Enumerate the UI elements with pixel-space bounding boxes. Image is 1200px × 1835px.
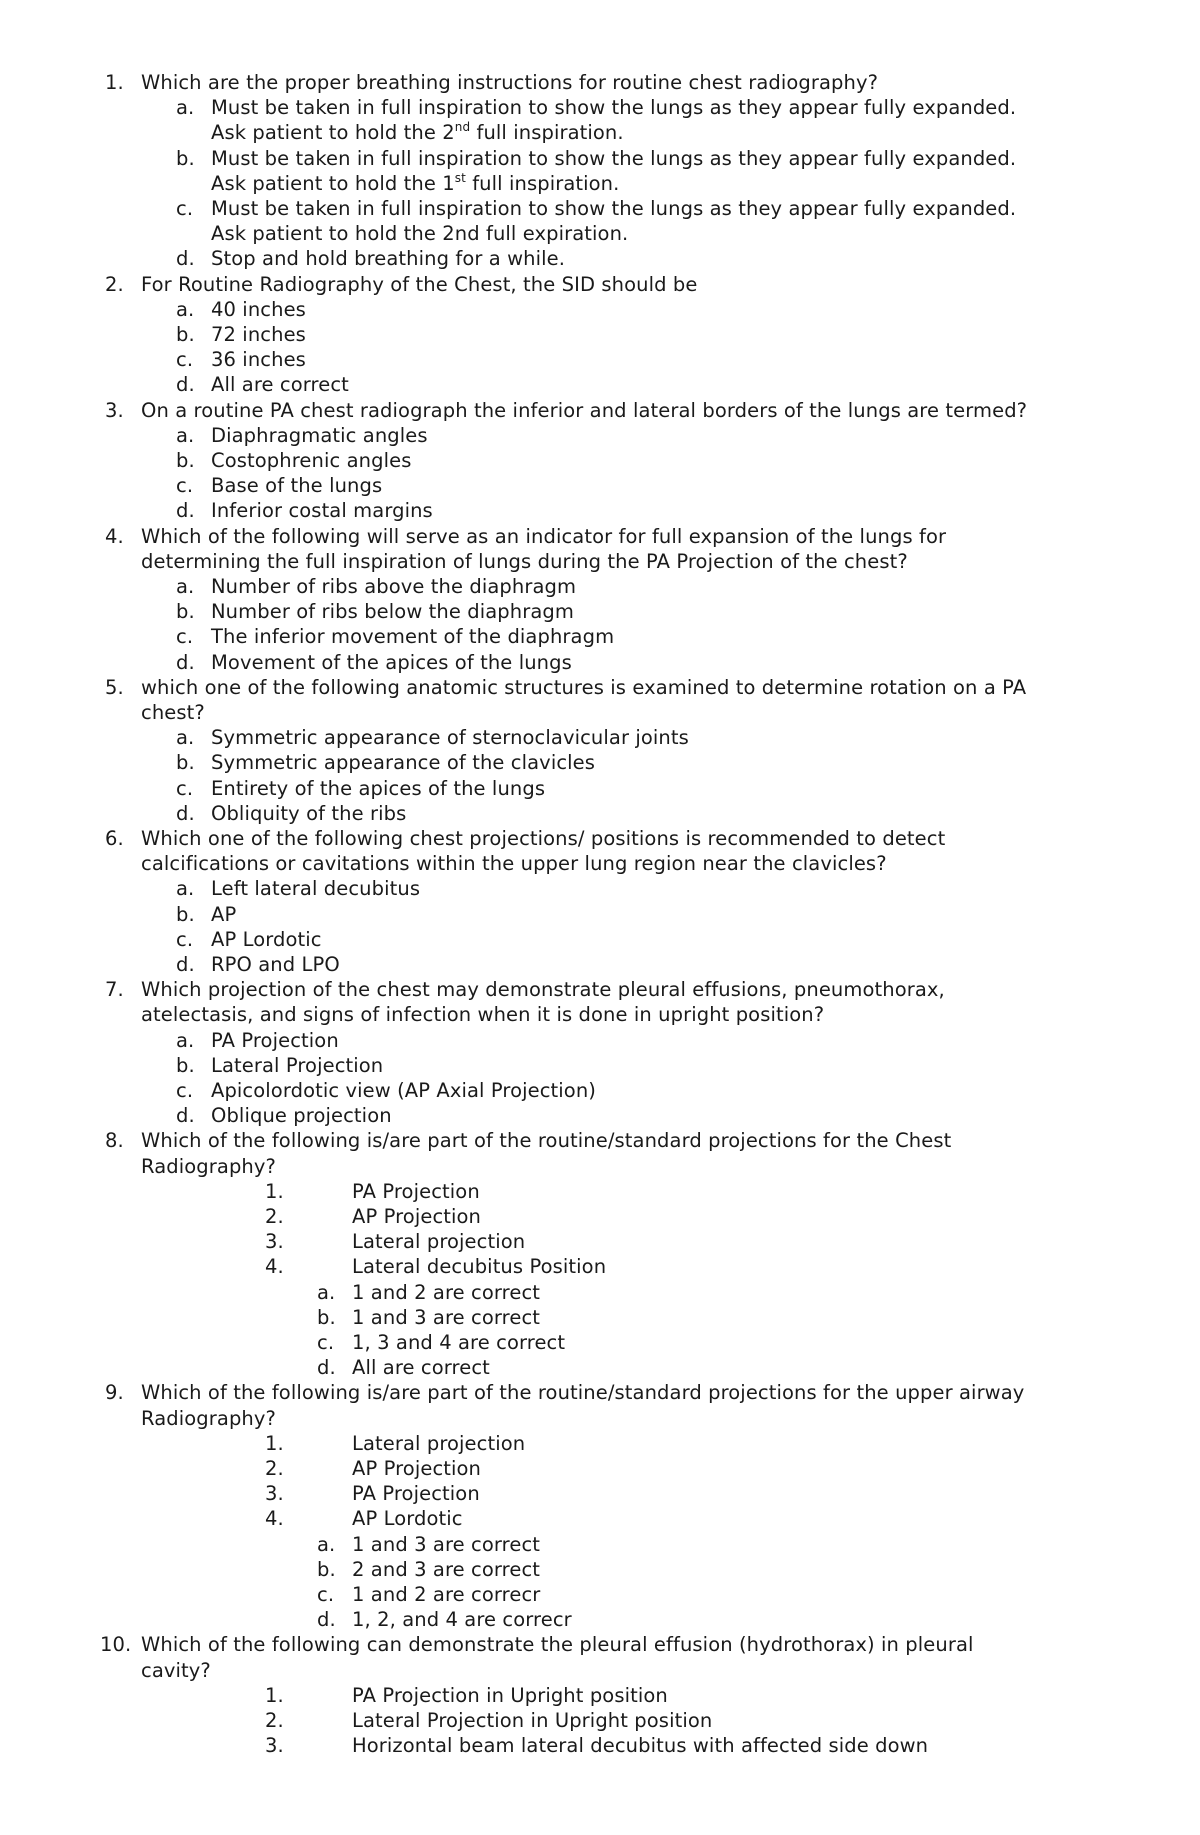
question-number: 3.: [105, 399, 124, 422]
question-number: 9.: [105, 1381, 124, 1404]
item-text: AP Lordotic: [352, 1507, 463, 1530]
question-number: 4.: [105, 525, 124, 548]
option-text: Ask patient to hold the 1st full inspiration.: [211, 171, 620, 195]
numbered-item: [0, 1431, 1200, 1456]
choice-letter: d.: [317, 1608, 336, 1631]
option-letter: b.: [176, 751, 195, 774]
option-letter: c.: [176, 348, 194, 371]
option-text: Ask patient to hold the 2nd full inspiration.: [211, 120, 624, 144]
question-8-line: [0, 1128, 1200, 1153]
answer-option: [0, 574, 1200, 599]
option-letter: d.: [176, 953, 195, 976]
item-text: PA Projection in Upright position: [352, 1684, 668, 1707]
question-7-line: [0, 1002, 1200, 1027]
choice-text: All are correct: [352, 1356, 490, 1379]
answer-option: [0, 372, 1200, 397]
numbered-item: [0, 1456, 1200, 1481]
answer-choice: [0, 1557, 1200, 1582]
numbered-item: [0, 1179, 1200, 1204]
question-5-line: [0, 700, 1200, 725]
option-text: Movement of the apices of the lungs: [211, 651, 572, 674]
answer-option: [0, 221, 1200, 246]
item-number: 2.: [265, 1205, 284, 1228]
option-letter: a.: [176, 877, 195, 900]
option-text: Must be taken in full inspiration to show the lungs as they appear fully expanded.: [211, 147, 1017, 170]
item-text: Lateral projection: [352, 1432, 526, 1455]
option-text: Stop and hold breathing for a while.: [211, 247, 566, 270]
question-4-line: [0, 524, 1200, 549]
answer-choice: [0, 1355, 1200, 1380]
choice-text: 1 and 2 are correcr: [352, 1583, 541, 1606]
option-text: The inferior movement of the diaphragm: [211, 625, 615, 648]
answer-option: [0, 171, 1200, 196]
question-number: 8.: [105, 1129, 124, 1152]
option-text: 72 inches: [211, 323, 306, 346]
answer-option: [0, 650, 1200, 675]
item-text: Lateral decubitus Position: [352, 1255, 607, 1278]
question-text: Which of the following is/are part of the routine/standard projections for the Chest: [141, 1129, 952, 1152]
item-text: PA Projection: [352, 1180, 480, 1203]
question-text: Which are the proper breathing instructions for routine chest radiography?: [141, 71, 879, 94]
numbered-item: [0, 1204, 1200, 1229]
choice-letter: d.: [317, 1356, 336, 1379]
question-text: Radiography?: [141, 1407, 276, 1430]
question-9-line: [0, 1380, 1200, 1405]
answer-option: [0, 1103, 1200, 1128]
option-text: AP Lordotic: [211, 928, 322, 951]
option-letter: a.: [176, 424, 195, 447]
option-letter: c.: [176, 777, 194, 800]
answer-option: [0, 1028, 1200, 1053]
question-8-line: [0, 1154, 1200, 1179]
option-letter: b.: [176, 147, 195, 170]
question-number: 1.: [105, 71, 124, 94]
item-text: PA Projection: [352, 1482, 480, 1505]
item-number: 1.: [265, 1180, 284, 1203]
option-text: Obliquity of the ribs: [211, 802, 407, 825]
option-letter: c.: [176, 1079, 194, 1102]
option-text: Lateral Projection: [211, 1054, 384, 1077]
answer-choice: [0, 1305, 1200, 1330]
option-text: Symmetric appearance of sternoclavicular joints: [211, 726, 689, 749]
option-letter: c.: [176, 197, 194, 220]
question-text: Which of the following will serve as an indicator for full expansion of the lungs for: [141, 525, 947, 548]
answer-option: [0, 196, 1200, 221]
option-letter: a.: [176, 575, 195, 598]
item-text: AP Projection: [352, 1205, 482, 1228]
option-letter: c.: [176, 928, 194, 951]
option-text: 36 inches: [211, 348, 306, 371]
option-letter: b.: [176, 323, 195, 346]
option-letter: d.: [176, 1104, 195, 1127]
choice-letter: a.: [317, 1281, 336, 1304]
choice-text: 1, 3 and 4 are correct: [352, 1331, 566, 1354]
answer-option: [0, 927, 1200, 952]
option-text: Diaphragmatic angles: [211, 424, 428, 447]
question-text: Which projection of the chest may demonstrate pleural effusions, pneumothorax,: [141, 978, 945, 1001]
option-text: All are correct: [211, 373, 349, 396]
option-letter: d.: [176, 802, 195, 825]
question-10-line: [0, 1658, 1200, 1683]
option-letter: a.: [176, 726, 195, 749]
question-number: 10.: [100, 1633, 132, 1656]
numbered-item: [0, 1506, 1200, 1531]
answer-option: [0, 448, 1200, 473]
option-text: Number of ribs above the diaphragm: [211, 575, 577, 598]
option-text: Must be taken in full inspiration to show the lungs as they appear fully expanded.: [211, 197, 1017, 220]
item-text: Lateral Projection in Upright position: [352, 1709, 713, 1732]
option-text: 40 inches: [211, 298, 306, 321]
question-number: 6.: [105, 827, 124, 850]
question-3-line: [0, 398, 1200, 423]
option-text: Base of the lungs: [211, 474, 383, 497]
ordinal-suffix: st: [454, 171, 466, 185]
answer-option: [0, 1053, 1200, 1078]
question-number: 2.: [105, 273, 124, 296]
answer-option: [0, 473, 1200, 498]
question-text: cavity?: [141, 1659, 211, 1682]
answer-option: [0, 776, 1200, 801]
item-number: 3.: [265, 1482, 284, 1505]
item-number: 2.: [265, 1709, 284, 1732]
choice-text: 1 and 2 are correct: [352, 1281, 541, 1304]
question-text: atelectasis, and signs of infection when it is done in upright position?: [141, 1003, 825, 1026]
choice-letter: c.: [317, 1583, 335, 1606]
answer-choice: [0, 1280, 1200, 1305]
answer-option: [0, 624, 1200, 649]
ordinal-suffix: nd: [454, 120, 471, 134]
item-number: 4.: [265, 1507, 284, 1530]
question-2-line: [0, 272, 1200, 297]
answer-choice: [0, 1330, 1200, 1355]
question-6-line: [0, 826, 1200, 851]
answer-option: [0, 322, 1200, 347]
question-text: which one of the following anatomic structures is examined to determine rotation on a PA: [141, 676, 1027, 699]
option-text: AP: [211, 903, 237, 926]
item-number: 1.: [265, 1684, 284, 1707]
item-text: AP Projection: [352, 1457, 482, 1480]
choice-letter: c.: [317, 1331, 335, 1354]
answer-option: [0, 95, 1200, 120]
option-text: Inferior costal margins: [211, 499, 433, 522]
question-text: Which of the following can demonstrate the pleural effusion (hydrothorax) in pleural: [141, 1633, 974, 1656]
answer-option: [0, 750, 1200, 775]
question-7-line: [0, 977, 1200, 1002]
option-text: Entirety of the apices of the lungs: [211, 777, 546, 800]
option-text: Oblique projection: [211, 1104, 392, 1127]
item-number: 4.: [265, 1255, 284, 1278]
option-letter: d.: [176, 499, 195, 522]
question-text: For Routine Radiography of the Chest, the SID should be: [141, 273, 698, 296]
option-letter: b.: [176, 449, 195, 472]
answer-option: [0, 725, 1200, 750]
choice-letter: a.: [317, 1533, 336, 1556]
option-letter: a.: [176, 1029, 195, 1052]
option-text: Symmetric appearance of the clavicles: [211, 751, 596, 774]
option-text: Costophrenic angles: [211, 449, 412, 472]
answer-option: [0, 146, 1200, 171]
question-text: Radiography?: [141, 1155, 276, 1178]
option-letter: c.: [176, 625, 194, 648]
question-9-line: [0, 1406, 1200, 1431]
option-letter: a.: [176, 96, 195, 119]
item-number: 2.: [265, 1457, 284, 1480]
choice-letter: b.: [317, 1306, 336, 1329]
question-1-line: [0, 70, 1200, 95]
answer-choice: [0, 1582, 1200, 1607]
numbered-item: [0, 1683, 1200, 1708]
option-text: Number of ribs below the diaphragm: [211, 600, 574, 623]
choice-text: 1, 2, and 4 are correcr: [352, 1608, 572, 1631]
item-number: 3.: [265, 1230, 284, 1253]
option-text: Ask patient to hold the 2nd full expiration.: [211, 222, 629, 245]
answer-option: [0, 246, 1200, 271]
answer-option: [0, 599, 1200, 624]
answer-option: [0, 120, 1200, 145]
numbered-item: [0, 1733, 1200, 1758]
question-text: Which of the following is/are part of the routine/standard projections for the upper airway: [141, 1381, 1025, 1404]
question-text: On a routine PA chest radiograph the inferior and lateral borders of the lungs are termed?: [141, 399, 1028, 422]
question-text: calcifications or cavitations within the upper lung region near the clavicles?: [141, 852, 887, 875]
answer-option: [0, 1078, 1200, 1103]
choice-letter: b.: [317, 1558, 336, 1581]
answer-option: [0, 801, 1200, 826]
answer-option: [0, 423, 1200, 448]
option-letter: d.: [176, 651, 195, 674]
question-5-line: [0, 675, 1200, 700]
numbered-item: [0, 1708, 1200, 1733]
numbered-item: [0, 1229, 1200, 1254]
option-letter: d.: [176, 373, 195, 396]
option-letter: b.: [176, 600, 195, 623]
item-number: 1.: [265, 1432, 284, 1455]
option-text: Apicolordotic view (AP Axial Projection): [211, 1079, 597, 1102]
item-number: 3.: [265, 1734, 284, 1757]
question-10-line: [0, 1632, 1200, 1657]
option-letter: c.: [176, 474, 194, 497]
question-6-line: [0, 851, 1200, 876]
answer-option: [0, 876, 1200, 901]
answer-option: [0, 297, 1200, 322]
answer-option: [0, 498, 1200, 523]
question-4-line: [0, 549, 1200, 574]
answer-option: [0, 952, 1200, 977]
numbered-item: [0, 1254, 1200, 1279]
choice-text: 1 and 3 are correct: [352, 1533, 541, 1556]
question-number: 7.: [105, 978, 124, 1001]
question-number: 5.: [105, 676, 124, 699]
option-text: RPO and LPO: [211, 953, 340, 976]
option-text: PA Projection: [211, 1029, 339, 1052]
numbered-item: [0, 1481, 1200, 1506]
option-letter: b.: [176, 1054, 195, 1077]
answer-choice: [0, 1607, 1200, 1632]
choice-text: 1 and 3 are correct: [352, 1306, 541, 1329]
answer-option: [0, 347, 1200, 372]
item-text: Horizontal beam lateral decubitus with affected side down: [352, 1734, 929, 1757]
option-text: Left lateral decubitus: [211, 877, 421, 900]
answer-choice: [0, 1532, 1200, 1557]
question-text: Which one of the following chest projections/ positions is recommended to detect: [141, 827, 946, 850]
question-text: chest?: [141, 701, 205, 724]
question-text: determining the full inspiration of lungs during the PA Projection of the chest?: [141, 550, 908, 573]
answer-option: [0, 902, 1200, 927]
choice-text: 2 and 3 are correct: [352, 1558, 541, 1581]
option-text: Must be taken in full inspiration to show the lungs as they appear fully expanded.: [211, 96, 1017, 119]
option-letter: a.: [176, 298, 195, 321]
item-text: Lateral projection: [352, 1230, 526, 1253]
option-letter: b.: [176, 903, 195, 926]
option-letter: d.: [176, 247, 195, 270]
